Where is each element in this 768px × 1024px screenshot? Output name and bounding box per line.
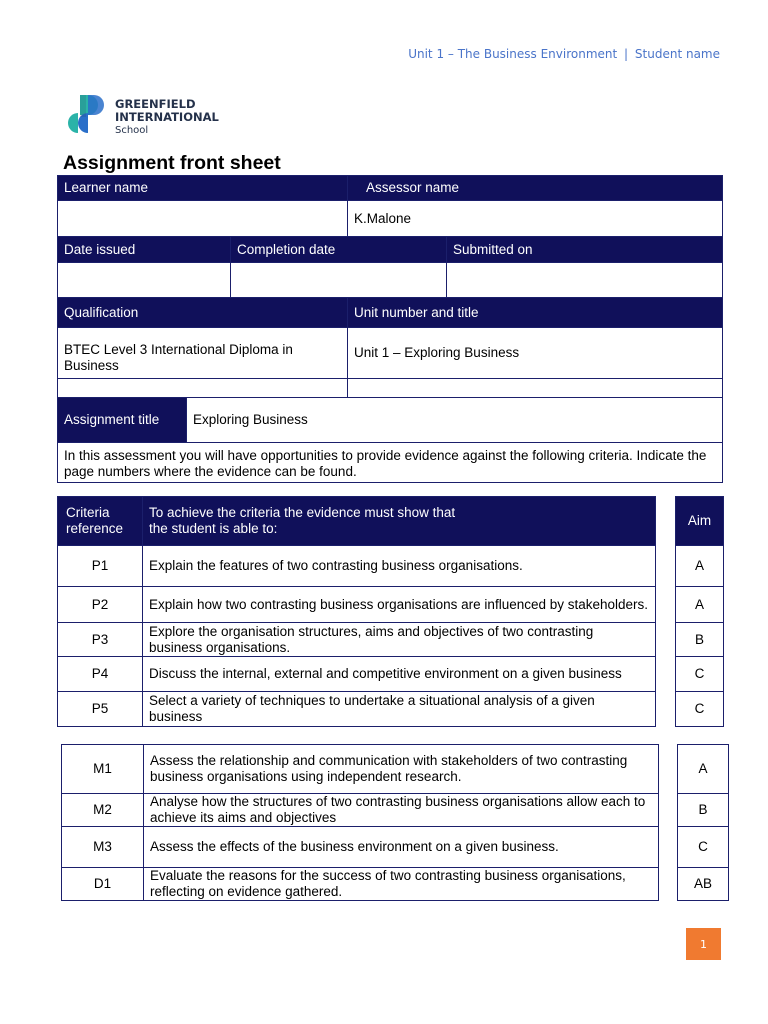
criteria-desc-cell: Explore the organisation structures, aims and objectives of two contrasting business organisations. [142, 622, 656, 657]
logo-mark-icon [66, 93, 110, 135]
assessor-name-label: Assessor name [347, 175, 723, 201]
criteria-ref-cell: P5 [57, 691, 143, 727]
spacer-cell-left [57, 378, 348, 398]
criteria-aim-cell: B [675, 622, 724, 657]
criteria-desc-cell: Evaluate the reasons for the success of two contrasting business organisations, reflecting on evidence gathered. [143, 867, 659, 901]
header-separator: | [624, 47, 629, 61]
criteria-aim-header: Aim [675, 496, 724, 546]
criteria-aim-cell: AB [677, 867, 729, 901]
criteria-desc-cell: Assess the relationship and communication with stakeholders of two contrasting business organisations using independent research. [143, 744, 659, 794]
criteria-desc-cell: Explain the features of two contrasting business organisations. [142, 545, 656, 587]
date-issued-field[interactable] [57, 262, 231, 298]
criteria-aim-cell: A [677, 744, 729, 794]
running-header [408, 47, 720, 61]
qualification-field[interactable]: BTEC Level 3 International Diploma in Business [57, 327, 348, 379]
criteria-aim-cell: C [677, 826, 729, 868]
instructions-text: In this assessment you will have opportunities to provide evidence against the following criteria. Indicate the page numbers where the evidence can be found. [57, 442, 723, 483]
qualification-label: Qualification [57, 297, 348, 328]
criteria-ref-cell: P3 [57, 622, 143, 657]
unit-field[interactable]: Unit 1 – Exploring Business [347, 327, 723, 379]
criteria-aim-cell: A [675, 545, 724, 587]
assignment-title-label: Assignment title [57, 397, 187, 443]
criteria-desc-cell: Select a variety of techniques to undertake a situational analysis of a given business [142, 691, 656, 727]
logo-wordmark [115, 98, 219, 137]
criteria-desc-cell: Analyse how the structures of two contrasting business organisations allow each to achieve its aims and objectives [143, 793, 659, 827]
learner-name-field[interactable] [57, 200, 348, 237]
criteria-ref-cell: P4 [57, 656, 143, 692]
criteria-ref-cell: M1 [61, 744, 144, 794]
header-student: Student name [634, 47, 720, 61]
unit-label: Unit number and title [347, 297, 723, 328]
submitted-on-label: Submitted on [446, 236, 723, 263]
header-unit: Unit 1 – The Business Environment [408, 47, 618, 61]
school-logo [66, 93, 236, 135]
criteria-ref-cell: D1 [61, 867, 144, 901]
assessor-name-field[interactable]: K.Malone [347, 200, 723, 237]
assignment-title-field[interactable]: Exploring Business [186, 397, 723, 443]
logo-line-3: School [115, 125, 149, 136]
date-issued-label: Date issued [57, 236, 231, 263]
criteria-ref-cell: P1 [57, 545, 143, 587]
page-number-badge: 1 [686, 928, 721, 960]
criteria-ref-cell: M3 [61, 826, 144, 868]
criteria-desc-header: To achieve the criteria the evidence must show that the student is able to: [142, 496, 656, 546]
logo-line-2: INTERNATIONAL [115, 110, 219, 124]
criteria-desc-cell: Explain how two contrasting business organisations are influenced by stakeholders. [142, 586, 656, 623]
criteria-aim-cell: B [677, 793, 729, 827]
criteria-ref-cell: M2 [61, 793, 144, 827]
spacer-cell-right [347, 378, 723, 398]
criteria-ref-header: Criteria reference [57, 496, 143, 546]
completion-date-label: Completion date [230, 236, 447, 263]
submitted-on-field[interactable] [446, 262, 723, 298]
page-title: Assignment front sheet [63, 152, 281, 174]
criteria-aim-cell: A [675, 586, 724, 623]
criteria-desc-cell: Discuss the internal, external and competitive environment on a given business [142, 656, 656, 692]
criteria-desc-cell: Assess the effects of the business environment on a given business. [143, 826, 659, 868]
criteria-ref-cell: P2 [57, 586, 143, 623]
learner-name-label: Learner name [57, 175, 348, 201]
completion-date-field[interactable] [230, 262, 447, 298]
logo-line-1: GREENFIELD [115, 97, 196, 111]
criteria-aim-cell: C [675, 656, 724, 692]
criteria-aim-cell: C [675, 691, 724, 727]
